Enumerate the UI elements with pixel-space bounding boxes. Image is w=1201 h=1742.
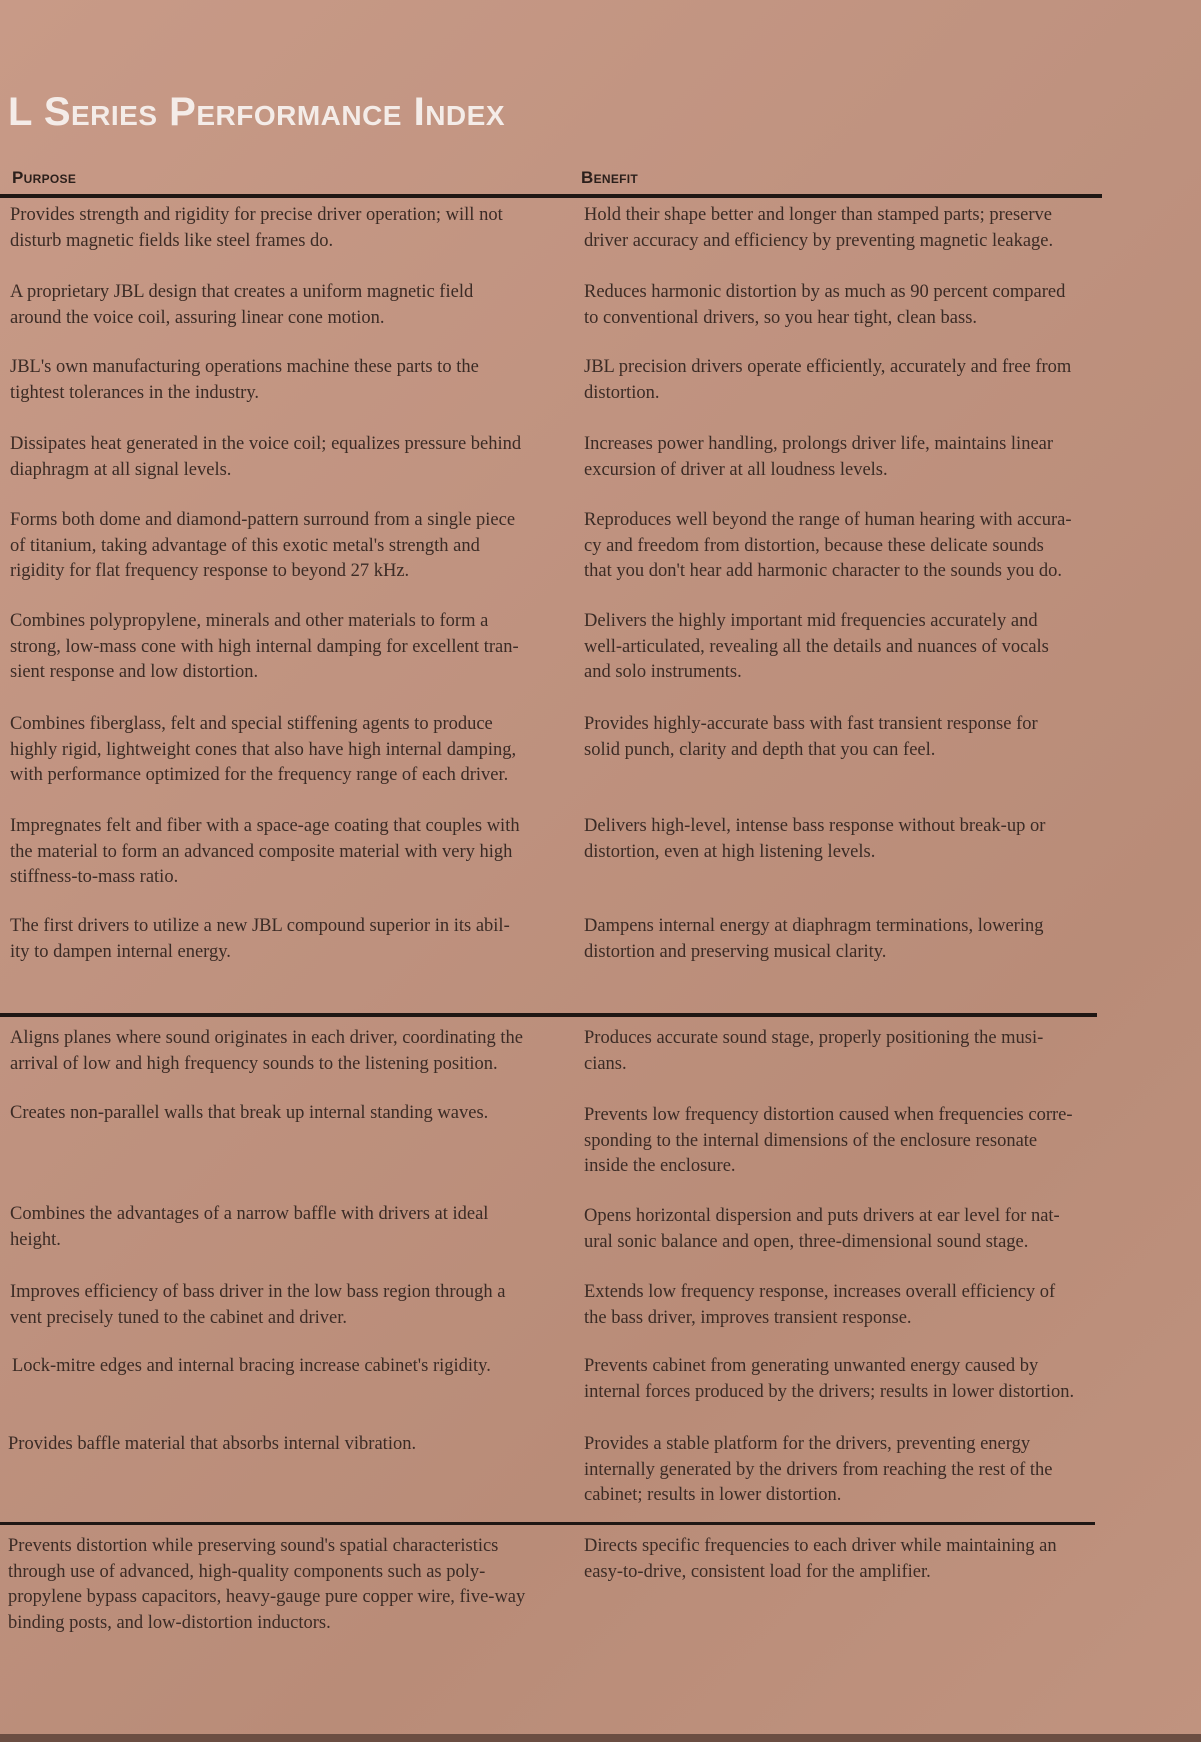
row-6-benefit: Delivers the highly important mid frequencies accurately and well-articulated, revealing all the details and nuances of vocals and solo instruments. [584,611,1049,682]
row-6-purpose: Combines polypropylene, minerals and other materials to form a strong, low-mass cone with high internal damping for excellent tran- sient response and low distortion. [10,611,519,682]
header-divider [0,194,1102,198]
row-8-purpose: Impregnates felt and fiber with a space-age coating that couples with the material to form an advanced composite material with very high stiffness-to-mass ratio. [10,816,520,887]
row-12-benefit: Opens horizontal dispersion and puts drivers at ear level for nat- ural sonic balance and open, three-dimensional sound stage. [584,1206,1060,1252]
purpose-column-header: Purpose [12,168,77,187]
page-bottom-edge [0,1734,1201,1742]
row-4-benefit: Increases power handling, prolongs driver life, maintains linear excursion of driver at all loudness levels. [584,434,1054,480]
benefit-column-header: Benefit [581,168,639,187]
row-16-benefit: Directs specific frequencies to each driver while maintaining an easy-to-drive, consistent load for the amplifier. [584,1536,1057,1582]
row-2-benefit: Reduces harmonic distortion by as much as 90 percent compared to conventional drivers, so you hear tight, clean bass. [584,282,1066,328]
row-3-benefit: JBL precision drivers operate efficiently, accurately and free from distortion. [584,357,1072,403]
row-5-purpose: Forms both dome and diamond-pattern surround from a single piece of titanium, taking advantage of this exotic metal's strength and rigidity for flat frequency response to beyond 27 kHz. [10,510,516,581]
row-9-benefit: Dampens internal energy at diaphragm terminations, lowering distortion and preserving musical clarity. [584,916,1044,962]
row-16-purpose: Prevents distortion while preserving sound's spatial characteristics through use of advanced, high-quality components such as poly- propylene bypass capacitors, heavy-gauge pure copper wire, five-way binding posts, and low-distortion inductors. [8,1536,526,1633]
row-7-benefit: Provides highly-accurate bass with fast transient response for solid punch, clarity and depth that you can feel. [584,714,1038,760]
row-7-purpose: Combines fiberglass, felt and special stiffening agents to produce highly rigid, lightweight cones that also have high internal damping, with performance optimized for the frequency range of each driver. [10,714,517,785]
row-12-purpose: Combines the advantages of a narrow baffle with drivers at ideal height. [10,1204,489,1250]
page-title: L Series Performance Index [8,90,506,134]
row-11-purpose: Creates non-parallel walls that break up internal standing waves. [10,1103,489,1123]
row-11-benefit: Prevents low frequency distortion caused when frequencies corre- sponding to the internal dimensions of the enclosure resonate inside the enclosure. [584,1105,1073,1176]
row-2-purpose: A proprietary JBL design that creates a uniform magnetic field around the voice coil, assuring linear cone motion. [10,282,474,328]
row-3-purpose: JBL's own manufacturing operations machine these parts to the tightest tolerances in the industry. [10,357,479,403]
row-9-purpose: The first drivers to utilize a new JBL compound superior in its abil- ity to dampen internal energy. [10,916,510,962]
row-5-benefit: Reproduces well beyond the range of human hearing with accura- cy and freedom from distortion, because these delicate sounds that you don't hear add harmonic character to the sounds you do. [584,510,1072,581]
section-divider-crossover [0,1522,1095,1525]
row-1-purpose: Provides strength and rigidity for precise driver operation; will not disturb magnetic fields like steel frames do. [10,205,503,251]
row-4-purpose: Dissipates heat generated in the voice coil; equalizes pressure behind diaphragm at all signal levels. [10,434,522,480]
row-15-benefit: Provides a stable platform for the drivers, preventing energy internally generated by the drivers from reaching the rest of the cabinet; results in lower distortion. [584,1434,1053,1505]
row-15-purpose: Provides baffle material that absorbs internal vibration. [8,1434,417,1454]
row-1-benefit: Hold their shape better and longer than stamped parts; preserve driver accuracy and efficiency by preventing magnetic leakage. [584,205,1054,251]
row-13-purpose: Improves efficiency of bass driver in the low bass region through a vent precisely tuned to the cabinet and driver. [10,1282,506,1328]
row-13-benefit: Extends low frequency response, increases overall efficiency of the bass driver, improves transient response. [584,1282,1056,1328]
row-10-purpose: Aligns planes where sound originates in each driver, coordinating the arrival of low and high frequency sounds to the listening position. [10,1028,524,1074]
row-10-benefit: Produces accurate sound stage, properly positioning the musi- cians. [584,1028,1044,1074]
section-divider-enclosure [0,1013,1097,1017]
row-8-benefit: Delivers high-level, intense bass response without break-up or distortion, even at high listening levels. [584,816,1046,862]
row-14-purpose: Lock-mitre edges and internal bracing increase cabinet's rigidity. [12,1356,491,1376]
row-14-benefit: Prevents cabinet from generating unwanted energy caused by internal forces produced by the drivers; results in lower distortion. [584,1356,1075,1402]
